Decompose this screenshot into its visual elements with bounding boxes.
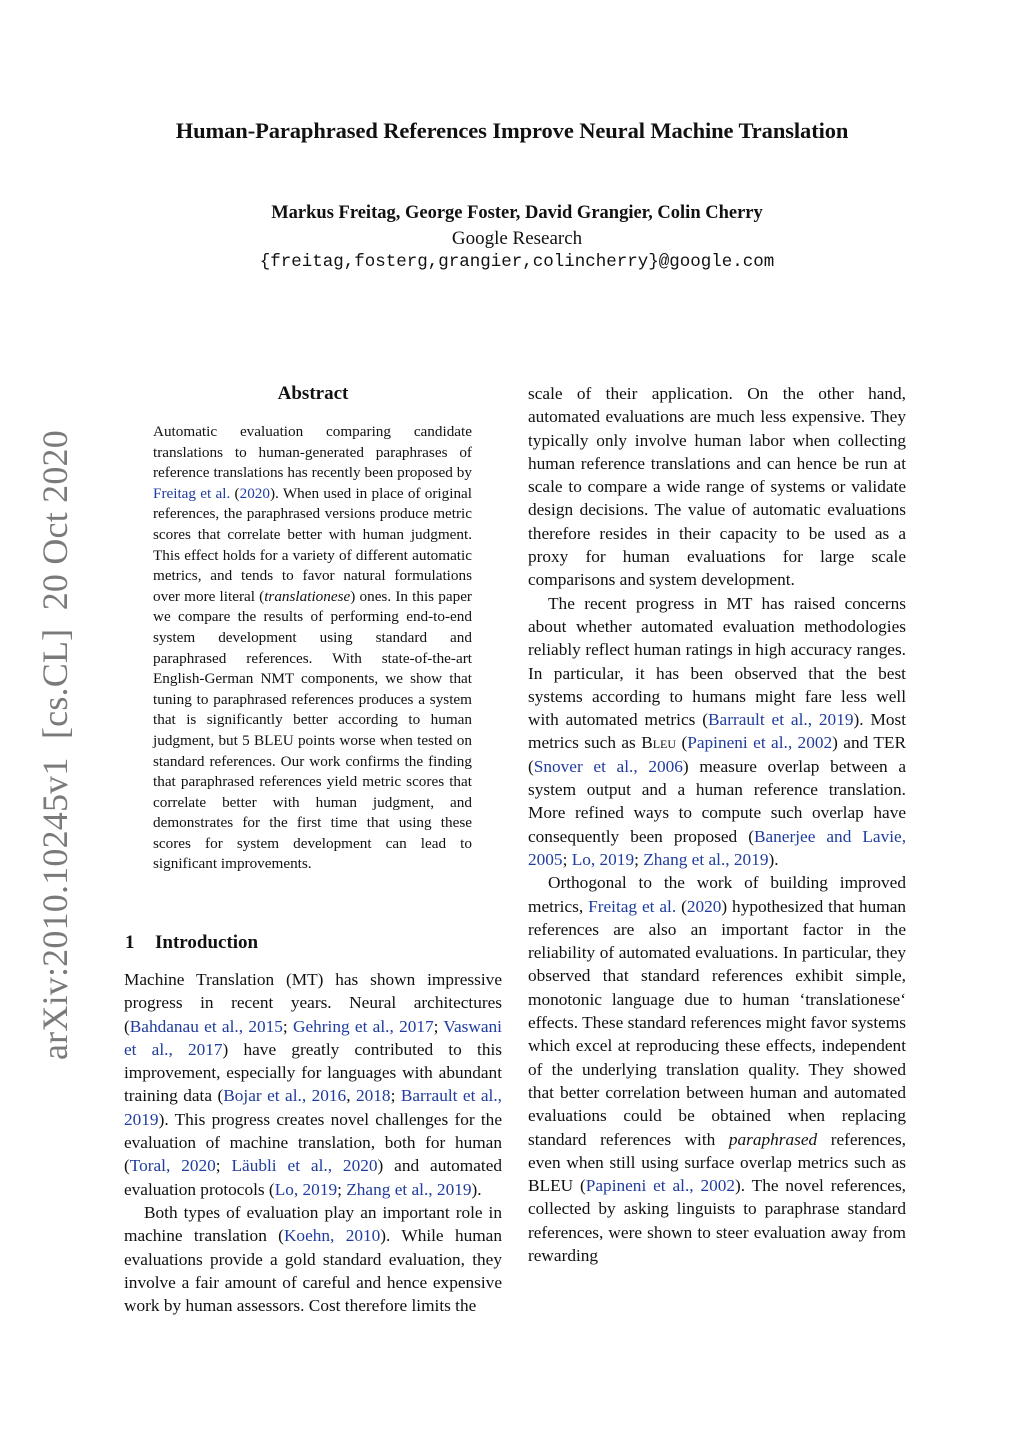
citation-link[interactable]: 2020 [239, 484, 270, 502]
paragraph: Orthogonal to the work of building improved metrics, Freitag et al. (2020) hypothesized that human references are also an important factor in the reliability of automated evaluations. In particular, they observed that standard references exhibit simple, monotonic language due to human ‘translationese‘ effects. These standard references might favor systems which excel at reproducing these effects, independent of the underlying translation quality. They showed that better correlation between human and automated evaluations could be obtained when replacing standard references with paraphrased references, even when still using surface overlap metrics such as BLEU (Papineni et al., 2002). The novel references, collected by asking linguists to paraphrase standard references, were shown to steer evaluation away from rewarding [528, 873, 907, 1265]
paragraph-continued: scale of their application. On the other hand, automated evaluations are much less expensive. They typically only involve human labor when collecting human reference translations and can hence be run at scale to compare a wide range of systems or validate design decisions. The value of automatic evaluations therefore resides in their capacity to be used as a proxy for human evaluations for large scale comparisons and system development. [528, 384, 906, 590]
abstract-heading: Abstract [277, 383, 349, 404]
citation-link[interactable]: Bojar et al., 2016 [223, 1086, 347, 1106]
author-list: Markus Freitag, George Foster, David Grangier, Colin Cherry [271, 203, 763, 223]
citation-link[interactable]: Koehn, 2010 [283, 1226, 381, 1246]
citation-link[interactable]: 2020 [686, 896, 722, 916]
paragraph: Machine Translation (MT) has shown impressive progress in recent years. Neural architectures (Bahdanau et al., 2015; Gehring et al., 2017; Vaswani et al., 2017) have greatly contributed to this improvement, especially for languages with abundant training data (Bojar et al., 2016, 2018; Barrault et al., 2019). This progress creates novel challenges for the evaluation of machine translation, both for human (Toral, 2020; Läubli et al., 2020) and automated evaluation protocols (Lo, 2019; Zhang et al., 2019). [124, 970, 503, 1199]
citation-link[interactable]: Papineni et al., 2002 [687, 733, 833, 753]
citation-link[interactable]: Zhang et al., 2019 [346, 1179, 472, 1199]
citation-link[interactable]: Freitag et al. [153, 484, 231, 502]
citation-link[interactable]: Gehring et al., 2017 [292, 1016, 434, 1036]
citation-link[interactable]: Freitag et al. [588, 896, 677, 916]
citation-link[interactable]: 2018 [356, 1086, 391, 1106]
citation-link[interactable]: Papineni et al., 2002 [585, 1176, 736, 1196]
paragraph: Both types of evaluation play an important role in machine translation (Koehn, 2010). While human evaluations provide a gold standard evaluation, they involve a fair amount of careful and hence expensive work by human assessors. Cost therefore limits the [124, 1202, 502, 1316]
citation-link[interactable]: Barrault et al., 2019 [708, 710, 854, 730]
citation-link[interactable]: Snover et al., 2006 [533, 756, 683, 776]
section-heading-introduction: 1 Introduction [125, 932, 259, 953]
citation-link[interactable]: Lo, 2019 [571, 849, 635, 869]
paragraph: The recent progress in MT has raised concerns about whether automated evaluation methodologies reliably reflect human ratings in high accuracy ranges. In particular, it has been observed that the best systems according to humans might fare less well with automated metrics (Barrault et al., 2019). Most metrics such as Bleu (Papineni et al., 2002) and TER (Snover et al., 2006) measure overlap between a system output and a human reference translation. More refined ways to compute such overlap have consequently been proposed (Banerjee and Lavie, 2005; Lo, 2019; Zhang et al., 2019). [528, 593, 907, 869]
arxiv-identifier-stamp: arXiv:2010.10245v1 [cs.CL] 20 Oct 2020 [35, 430, 75, 1060]
citation-link[interactable]: Zhang et al., 2019 [643, 849, 769, 869]
citation-link[interactable]: Barrault et al., 2019 [124, 1086, 502, 1129]
body-column-right [528, 382, 906, 1267]
citation-link[interactable]: Bahdanau et al., 2015 [129, 1016, 283, 1036]
citation-link[interactable]: Banerjee and Lavie, 2005 [528, 826, 907, 869]
citation-link[interactable]: Toral, 2020 [129, 1156, 216, 1176]
citation-link[interactable]: Läubli et al., 2020 [231, 1156, 378, 1176]
citation-link[interactable]: Lo, 2019 [274, 1179, 338, 1199]
abstract-body: Automatic evaluation comparing candidate translations to human-generated paraphrases of reference translations has recently been proposed by Freitag et al. (2020). When used in place of original references, the paraphrased versions produce metric scores that correlate better with human judgment. This effect holds for a variety of different automatic metrics, and tends to favor natural formulations over more literal (translationese) ones. In this paper we compare the results of performing end-to-end system development using standard and paraphrased references. With state-of-the-art English-German NMT components, we show that tuning to paraphrased references produces a system that is significantly better according to human judgment, but 5 BLEU points worse when tested on standard references. Our work confirms the finding that paraphrased references yield metric scores that correlate better with human judgment, and demonstrates for the first time that using these scores for system development can lead to significant improvements. [153, 423, 472, 873]
author-emails: {freitag,fosterg,grangier,colincherry}@google.com [259, 252, 775, 272]
citation-link[interactable]: Vaswani et al., 2017 [124, 1016, 502, 1059]
body-column-left [124, 968, 502, 1317]
affiliation: Google Research [451, 228, 583, 249]
paper-title: Human-Paraphrased References Improve Neural Machine Translation [175, 118, 849, 143]
